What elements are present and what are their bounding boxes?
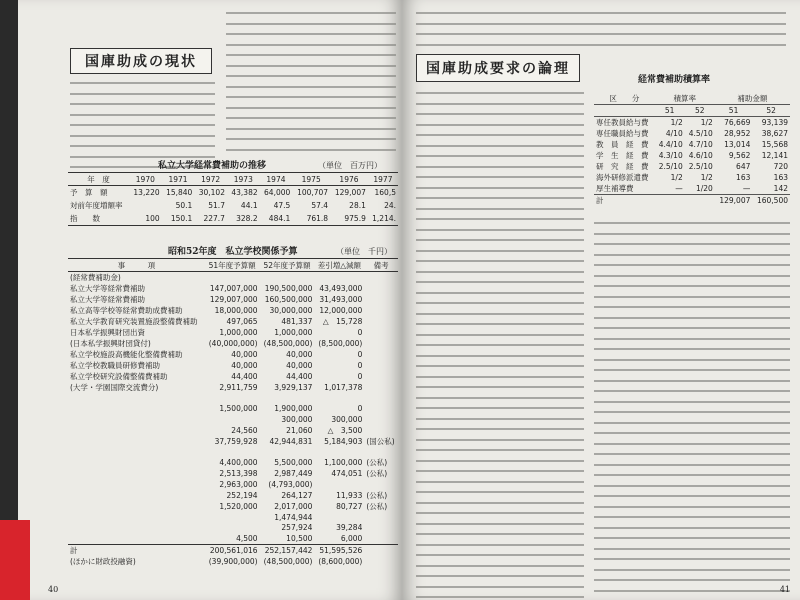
cell: 31,493,000 xyxy=(319,295,363,304)
cell xyxy=(205,272,260,284)
col-header: 差引増△減額 xyxy=(314,259,364,272)
cell xyxy=(314,447,364,458)
row-label xyxy=(68,393,205,404)
cell: 13,220 xyxy=(133,188,160,197)
cell: 6,000 xyxy=(340,533,363,543)
cell: 147,007,000 xyxy=(209,284,258,293)
row-label xyxy=(68,512,205,523)
red-bookmark-tab xyxy=(0,520,30,600)
cell xyxy=(364,294,398,305)
cell xyxy=(205,447,260,458)
cell: 3,929,137 xyxy=(274,383,313,392)
cell: 43,493,000 xyxy=(319,284,363,293)
table-row xyxy=(594,183,790,195)
cell xyxy=(364,272,398,284)
cell: 44.1 xyxy=(240,201,258,210)
cell: 38,627 xyxy=(761,129,788,138)
cell xyxy=(314,512,364,523)
cell: 328.2 xyxy=(236,214,258,223)
cell: 39,284 xyxy=(336,523,363,533)
cell: 40,000 xyxy=(286,350,313,359)
cell xyxy=(364,316,398,327)
table2-unit: （単位 千円） xyxy=(336,247,392,256)
cell xyxy=(205,512,260,523)
cell xyxy=(364,447,398,458)
cell: (40,000,000) xyxy=(208,339,258,348)
cell: 4.7/10 xyxy=(688,140,713,149)
cell: 2,963,000 xyxy=(219,480,258,490)
cell: 15,840 xyxy=(166,188,193,197)
table-row xyxy=(68,556,398,567)
row-label: 学 生 経 費 xyxy=(596,151,649,160)
table1 xyxy=(68,172,398,226)
cell xyxy=(205,393,260,404)
cell: 51,595,526 xyxy=(319,545,363,555)
cell: 40,000 xyxy=(231,350,258,359)
cell: 0 xyxy=(357,404,363,414)
cell: 150.1 xyxy=(170,214,193,223)
cell: 9,562 xyxy=(728,151,751,160)
cell: 37,759,928 xyxy=(214,436,258,446)
row-label: 私立高等学校等経常費助成費補助 xyxy=(70,306,183,315)
cell: (8,600,000) xyxy=(318,556,363,566)
cell xyxy=(364,523,398,534)
row-label: (大学・学園国際交流費分) xyxy=(70,383,159,392)
cell: 100 xyxy=(145,214,160,223)
cell: 252,157,442 xyxy=(264,545,313,555)
cell: 300,000 xyxy=(281,414,313,424)
cell: 163 xyxy=(773,173,788,182)
cell: 227.7 xyxy=(203,214,225,223)
cell: 1,520,000 xyxy=(219,501,258,511)
table-row xyxy=(68,199,398,212)
col-header: 年 度 xyxy=(68,173,129,186)
cell: 975.9 xyxy=(344,214,366,223)
cell: 24. xyxy=(384,201,396,210)
cell: 21,060 xyxy=(286,425,313,435)
cell: 1/2 xyxy=(700,173,713,182)
col-header: 積算率 xyxy=(655,93,715,105)
table1-header xyxy=(68,173,398,186)
cell: 15,568 xyxy=(761,140,788,149)
left-page xyxy=(18,0,402,600)
cell: 1,474,944 xyxy=(274,512,313,522)
table-row xyxy=(68,544,398,556)
cell: 40,000 xyxy=(231,361,258,370)
cell xyxy=(205,414,260,425)
cell xyxy=(364,283,398,294)
row-label xyxy=(68,501,205,512)
table-row xyxy=(68,294,398,305)
cell: 1/2 xyxy=(670,118,683,127)
cell: 18,000,000 xyxy=(214,306,258,315)
table1-unit: （単位 百万円） xyxy=(318,161,382,170)
row-label: (経常費補助金) xyxy=(70,273,121,282)
table-row xyxy=(68,512,398,523)
col-header: 補助金額 xyxy=(715,93,790,105)
right-page xyxy=(402,0,800,600)
cell: 24,560 xyxy=(231,425,258,435)
cell: 4.4/10 xyxy=(658,140,683,149)
cell: 1,214. xyxy=(372,214,396,223)
row-label: (日本私学振興財団貸付) xyxy=(70,339,151,348)
cell: 0 xyxy=(357,361,363,370)
table-row xyxy=(68,212,398,226)
cell: 4,400,000 xyxy=(219,458,258,468)
cell: (公私) xyxy=(366,501,388,511)
cell: 12,141 xyxy=(761,151,788,160)
col-subheader: 52 xyxy=(685,105,715,117)
table-row xyxy=(594,172,790,183)
table2-header xyxy=(68,259,398,272)
right-main-text xyxy=(416,92,584,600)
cell: 2,017,000 xyxy=(274,501,313,511)
col-header: 52年度予算額 xyxy=(260,259,315,272)
cell xyxy=(364,425,398,436)
cell: 497,065 xyxy=(226,317,258,326)
cell: 1,500,000 xyxy=(219,404,258,414)
cell: 47.5 xyxy=(273,201,291,210)
row-label: 対前年度増額率 xyxy=(70,201,123,210)
cell: 163 xyxy=(736,173,751,182)
table-row xyxy=(68,490,398,501)
page-number-right: 41 xyxy=(779,585,790,594)
row-label: 私立大学教育研究装置施設整備費補助 xyxy=(70,317,198,326)
cell: 40,000 xyxy=(286,361,313,370)
col-subheader: 51 xyxy=(715,105,753,117)
col-header: 51年度予算額 xyxy=(205,259,260,272)
cell: 129,007,000 xyxy=(209,295,258,304)
cell: 4,500 xyxy=(236,533,258,543)
row-label: 指 数 xyxy=(70,214,100,223)
table3-header xyxy=(594,93,790,105)
table-row xyxy=(594,150,790,161)
cell xyxy=(314,272,364,284)
cell: 28.1 xyxy=(349,201,366,210)
table-row xyxy=(594,117,790,129)
cell: (39,900,000) xyxy=(208,556,258,566)
row-label: 研 究 経 費 xyxy=(596,162,649,171)
col-header: 1970 xyxy=(129,173,162,186)
cell: 0 xyxy=(357,372,363,381)
table-row xyxy=(68,305,398,316)
table-row xyxy=(68,316,398,327)
cell: 28,952 xyxy=(724,129,751,138)
cell: △ 15,728 xyxy=(322,317,363,326)
cell: 44,400 xyxy=(231,372,258,381)
row-label: 厚生補導費 xyxy=(596,184,634,193)
cell xyxy=(314,393,364,404)
row-label xyxy=(68,479,205,490)
cell: 64,000 xyxy=(264,188,291,197)
table-row xyxy=(68,272,398,284)
cell: 252,194 xyxy=(226,490,258,500)
cell: 12,000,000 xyxy=(319,306,363,315)
cell: 481,337 xyxy=(281,317,313,326)
cell: 1/20 xyxy=(695,184,713,193)
cell: 57.4 xyxy=(311,201,329,210)
row-label xyxy=(68,523,205,534)
cell xyxy=(364,371,398,382)
table-row xyxy=(594,128,790,139)
table1-title: 私立大学経常費補助の推移 xyxy=(158,161,267,171)
cell: 160,500,000 xyxy=(264,295,313,304)
cell: 647 xyxy=(736,162,751,171)
table-row xyxy=(68,414,398,425)
cell: (8,500,000) xyxy=(318,339,363,348)
col-header: 1977 xyxy=(368,173,398,186)
cell: 10,500 xyxy=(286,533,313,543)
table-row xyxy=(68,468,398,479)
row-label xyxy=(68,490,205,501)
row-label: 計 xyxy=(70,545,78,555)
cell: 257,924 xyxy=(281,523,313,533)
row-label: 専任教員給与費 xyxy=(596,118,649,127)
cell: 1,017,378 xyxy=(324,383,363,392)
cell: 142 xyxy=(773,184,788,193)
right-column-text xyxy=(594,222,790,600)
cell: 160,5 xyxy=(374,188,396,197)
cell xyxy=(364,393,398,404)
row-label xyxy=(68,447,205,458)
page-number-left: 40 xyxy=(48,585,59,594)
cell: 1/2 xyxy=(670,173,683,182)
cell: 2,911,759 xyxy=(219,383,258,392)
cell: (48,500,000) xyxy=(263,556,313,566)
cell: 1,900,000 xyxy=(274,404,313,414)
cell: 720 xyxy=(773,162,788,171)
cell: 1/2 xyxy=(700,118,713,127)
table-row xyxy=(68,447,398,458)
cell: 1,000,000 xyxy=(219,328,258,337)
cell: 5,500,000 xyxy=(274,458,313,468)
cell: 13,014 xyxy=(724,140,751,149)
cell: 2.5/10 xyxy=(658,162,683,171)
row-label xyxy=(68,457,205,468)
table-row xyxy=(68,523,398,534)
row-label: 私立大学等経常費補助 xyxy=(70,284,145,293)
table-row xyxy=(68,501,398,512)
cell: 0 xyxy=(357,328,363,337)
col-subheader: 51 xyxy=(655,105,685,117)
cell xyxy=(364,305,398,316)
cell: 2.5/10 xyxy=(688,162,713,171)
cell: 80,727 xyxy=(336,501,363,511)
col-header: 1976 xyxy=(330,173,368,186)
table-row xyxy=(68,436,398,447)
cell: 5,184,903 xyxy=(324,436,363,446)
cell: 300,000 xyxy=(331,414,363,424)
section-heading-right: 国庫助成要求の論理 xyxy=(416,54,580,82)
section-heading-left: 国庫助成の現状 xyxy=(70,48,212,74)
table-row xyxy=(68,425,398,436)
row-label xyxy=(68,468,205,479)
row-label xyxy=(68,533,205,544)
right-column-text-top xyxy=(416,12,786,54)
table3 xyxy=(594,93,790,206)
cell xyxy=(364,533,398,544)
col-header: 備考 xyxy=(364,259,398,272)
cell: (国公私) xyxy=(366,436,395,446)
table-row xyxy=(594,139,790,150)
cell: 484.1 xyxy=(268,214,291,223)
table-row xyxy=(68,327,398,338)
cell: 4.6/10 xyxy=(688,151,713,160)
cell xyxy=(260,272,315,284)
cell xyxy=(364,338,398,349)
row-label xyxy=(68,414,205,425)
cell: (4,793,000) xyxy=(268,480,313,490)
cell xyxy=(205,523,260,534)
cell: 43,382 xyxy=(231,188,258,197)
col-header: 1974 xyxy=(260,173,293,186)
row-label: 日本私学振興財団出資 xyxy=(70,328,145,337)
cell xyxy=(364,479,398,490)
cell: 42,944,831 xyxy=(269,436,313,446)
col-subheader xyxy=(594,105,655,117)
cell: 474,051 xyxy=(331,469,363,479)
cell: (公私) xyxy=(366,469,388,479)
table-row xyxy=(68,283,398,294)
cell: 160,500 xyxy=(756,196,788,205)
table-row xyxy=(68,360,398,371)
row-label xyxy=(68,404,205,415)
table-row xyxy=(68,338,398,349)
cell: 2,513,398 xyxy=(219,469,258,479)
left-column-text xyxy=(226,12,396,159)
cell xyxy=(364,414,398,425)
cell: 1,100,000 xyxy=(324,458,363,468)
table3-title: 経常費補助積算率 xyxy=(638,75,711,85)
cell: △ 3,500 xyxy=(327,425,363,435)
cell: 2,987,449 xyxy=(274,469,313,479)
table-row xyxy=(68,393,398,404)
cell: 93,139 xyxy=(761,118,788,127)
col-header: 1975 xyxy=(292,173,330,186)
row-label: 私立学校施設高機能化整備費補助 xyxy=(70,350,183,359)
cell xyxy=(364,556,398,567)
cell xyxy=(655,195,685,207)
cell xyxy=(364,382,398,393)
table-row xyxy=(68,371,398,382)
cell: 44,400 xyxy=(286,372,313,381)
cell: 30,000,000 xyxy=(269,306,313,315)
table-row xyxy=(68,186,398,200)
cell xyxy=(364,512,398,523)
row-label: 専任職員給与費 xyxy=(596,129,649,138)
cell: 76,669 xyxy=(724,118,751,127)
cell: 11,933 xyxy=(336,490,363,500)
col-header: 1971 xyxy=(162,173,195,186)
row-label xyxy=(68,425,205,436)
cell xyxy=(685,195,715,207)
row-label: 私立学校教職員研修費補助 xyxy=(70,361,160,370)
row-label: 計 xyxy=(596,196,604,205)
cell: 129,007 xyxy=(334,188,366,197)
cell xyxy=(364,544,398,556)
row-label: 私立大学等経常費補助 xyxy=(70,295,145,304)
row-label: 海外研修派遣費 xyxy=(596,173,649,182)
table2 xyxy=(68,258,398,567)
col-header: 1972 xyxy=(194,173,227,186)
col-header: 事 項 xyxy=(68,259,205,272)
cell xyxy=(314,479,364,490)
cell: 129,007 xyxy=(719,196,751,205)
row-label: 予 算 額 xyxy=(70,188,108,197)
table2-title: 昭和52年度 私立学校関係予算 xyxy=(168,247,298,257)
cell: 4.5/10 xyxy=(688,129,713,138)
cell: (公私) xyxy=(366,490,388,500)
cell: 264,127 xyxy=(281,490,313,500)
col-header: 区 分 xyxy=(594,93,655,105)
col-header: 1973 xyxy=(227,173,260,186)
row-label: (ほかに財政投融資) xyxy=(70,556,136,566)
table3-subheader xyxy=(594,105,790,117)
table-row xyxy=(68,404,398,415)
cell: 50.1 xyxy=(175,201,193,210)
cell xyxy=(364,349,398,360)
cell: 200,561,016 xyxy=(209,545,258,555)
table-row xyxy=(594,195,790,207)
cell: 190,500,000 xyxy=(264,284,313,293)
table-row xyxy=(68,382,398,393)
table-row xyxy=(68,479,398,490)
cell: (48,500,000) xyxy=(263,339,313,348)
cell: 4/10 xyxy=(665,129,683,138)
cell xyxy=(364,404,398,415)
cell: 761.8 xyxy=(306,214,329,223)
cell: — xyxy=(675,184,683,193)
cell: 1,000,000 xyxy=(274,328,313,337)
cell xyxy=(129,199,162,212)
cell xyxy=(364,327,398,338)
table-row xyxy=(68,533,398,544)
cell xyxy=(364,360,398,371)
cell: 0 xyxy=(357,350,363,359)
row-label xyxy=(68,436,205,447)
table-row xyxy=(68,457,398,468)
cell xyxy=(260,447,315,458)
cell: (公私) xyxy=(366,458,388,468)
col-subheader: 52 xyxy=(752,105,790,117)
cell: 51.7 xyxy=(208,201,225,210)
row-label: 私立学校研究設備整備費補助 xyxy=(70,372,168,381)
cell xyxy=(260,393,315,404)
table-row xyxy=(68,349,398,360)
row-label: 教 員 経 費 xyxy=(596,140,649,149)
cell: 100,707 xyxy=(297,188,329,197)
cell: — xyxy=(742,184,751,193)
cell: 4.3/10 xyxy=(658,151,683,160)
cell: 30,102 xyxy=(198,188,225,197)
table-row xyxy=(594,161,790,172)
